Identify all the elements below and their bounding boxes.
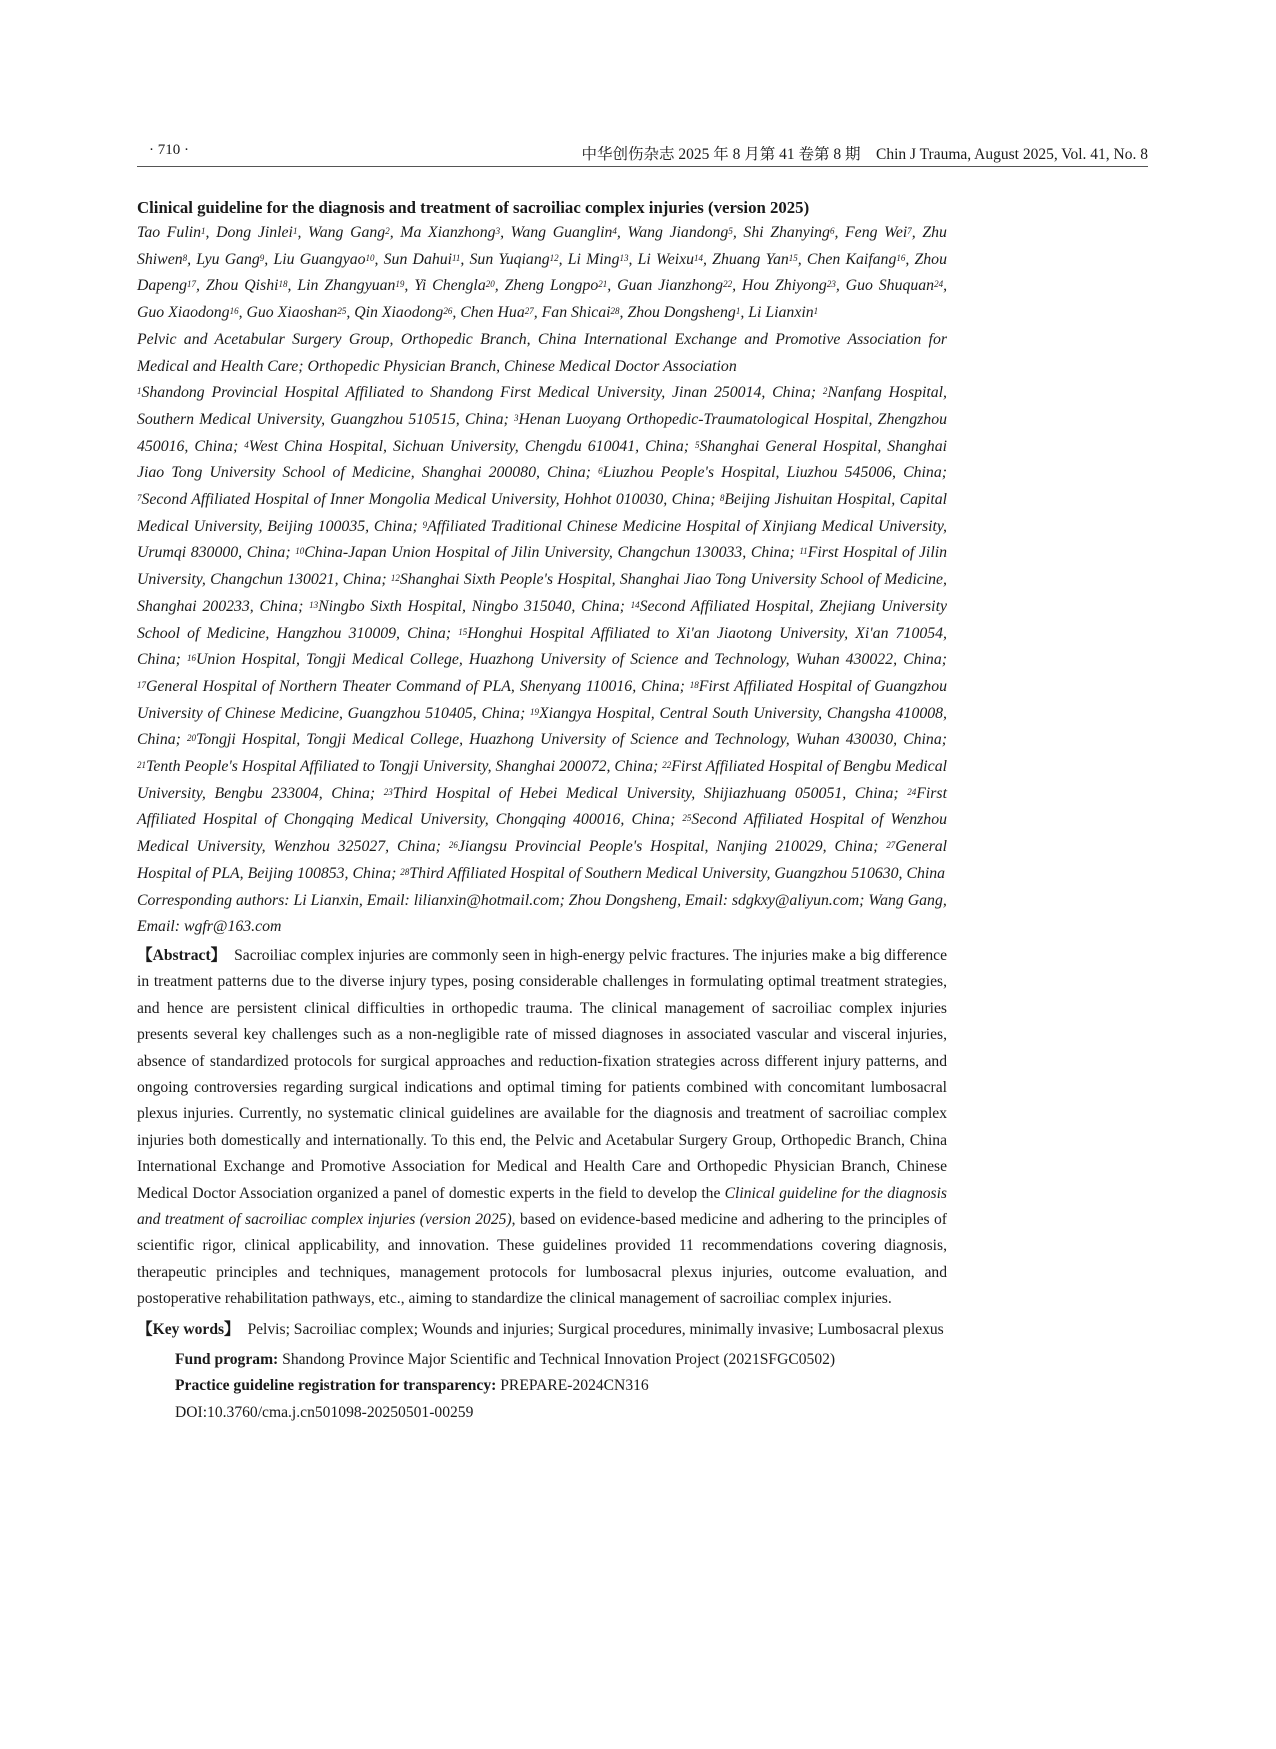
author-name: Wang Jiandong	[627, 224, 729, 241]
affiliation-number: 1	[137, 386, 142, 397]
affiliation-list: $^1$Shandong Provincial Hospital Affiliated to Shandong First Medical University, Jinan 250014, China; $^2$Nanfang Hospital, Southern Medical University, Guangzhou 510515, China; $^3$Henan Luoyang Orthopedic-Traumatological Hospital, Zhengzhou 450016, China; $^4$West China Hospital, Sichuan University, Chengdu 610041, China; $^5$Shanghai General Hospital, Shanghai Jiao Tong University School of Medicine, Shanghai 200080, China; $^6$Liuzhou People's Hospital, Liuzhou 545006, China; $^7$Second Affiliated Hospital of Inner Mongolia Medical University, Hohhot 010030, China; $^8$Beijing Jishuitan Hospital, Capital Medical University, Beijing 100035, China; $^9$Affiliated Traditional Chinese Medicine Hospital of Xinjiang Medical University, Urumqi 830000, China; $^{10}$China-Japan Union Hospital of Jilin University, Changchun 130033, China; $^{11}$First Hospital of Jilin University, Changchun 130021, China; $^{12}$Shanghai Sixth People's Hospital, Shanghai Jiao Tong University School of Medicine, Shanghai 200233, China; $^{13}$Ningbo Sixth Hospital, Ningbo 315040, China; $^{14}$Second Affiliated Hospital, Zhejiang University School of Medicine, Hangzhou 310009, China; $^{15}$Honghui Hospital Affiliated to Xi'an Jiaotong University, Xi'an 710054, China; $^{16}$Union Hospital, Tongji Medical College, Huazhong University of Science and Technology, Wuhan 430022, China; $^{17}$General Hospital of Northern Theater Command of PLA, Shenyang 110016, China; $^{18}$First Affiliated Hospital of Guangzhou University of Chinese Medicine, Guangzhou 510405, China; $^{19}$Xiangya Hospital, Central South University, Changsha 410008, China; $^{20}$Tongji Hospital, Tongji Medical College, Huazhong University of Science and Technology, Wuhan 430030, China; $^{21}$Tenth People's Hospital Affiliated to Tongji University, Shanghai 200072, China; $^{22}$First Affiliated Hospital of Bengbu Medical University, Bengbu 233004, China; $^{23}$Third Hospital of Hebei Medical University, Shijiazhuang 050051, China; $^{24}$First Affiliated Hospital of Chongqing Medical University, Chongqing 400016, China; $^{25}$Second Affiliated Hospital of Wenzhou Medical University, Wenzhou 325027, China; $^{26}$Jiangsu Provincial People's Hospital, Nanjing 210029, China; $^{27}$General Hospital of PLA, Beijing 100853, China; $^{28}$Third Affiliated Hospital of Southern Medical University, Guangzhou 510630, China	[137, 384, 948, 882]
abstract-text-1: Sacroiliac complex injuries are commonly seen in high-energy pelvic fractures. The injuries make a big difference in treatment patterns due to the diverse injury types, posing considerable challenges in formulating optimal treatment strategies, and hence are persistent clinical difficulties in orthopedic trauma. The clinical management of sacroiliac complex injuries presents several key challenges such as a non-negligible rate of missed diagnoses in associated vascular and visceral injuries, absence of standardized protocols for surgical approaches and reduction-fixation strategies across different injury patterns, and ongoing controversies regarding surgical indications and optimal timing for patients combined with concomitant lumbosacral plexus injuries. Currently, no systematic clinical guidelines are available for the diagnosis and treatment of sacroiliac complex injuries both domestically and internationally. To this end, the Pelvic and Acetabular Surgery Group, Orthopedic Branch, China International Exchange and Promotive Association for Medical and Health Care and Orthopedic Physician Branch, Chinese Medical Doctor Association organized a panel of domestic experts in the field to develop the	[137, 946, 948, 1202]
author-affiliation-number: 4	[612, 226, 617, 236]
abstract-guideline-title: Clinical guideline for the diagnosis and treatment of sacroiliac complex injuries	[137, 1184, 948, 1229]
affiliation-text: Jiangsu Provincial People's Hospital, Nanjing 210029, China	[457, 838, 874, 856]
affiliation-number: 15	[458, 626, 468, 637]
affiliation-number: 13	[309, 599, 319, 610]
author-name: Guan Jianzhong	[617, 277, 724, 295]
affiliation-number: 8	[719, 493, 725, 504]
affiliation-number: 2	[822, 386, 828, 397]
affiliation-number: 22	[662, 760, 672, 771]
author-affiliation-number: 27	[524, 306, 534, 317]
author-affiliation-number: 2	[385, 226, 390, 236]
author-name: Tao Fulin	[137, 224, 201, 241]
author-name: Chen Kaifang	[806, 250, 897, 268]
author-name: Li Ming	[567, 250, 620, 268]
doi: DOI:10.3760/cma.j.cn501098-20250501-00259	[175, 1403, 474, 1421]
affiliation-text: Shandong Provincial Hospital Affiliated to Shandong First Medical University, Jinan 250014, China	[141, 384, 811, 402]
author-name: Lyu Gang	[196, 250, 260, 268]
author-name: Lin Zhangyuan	[297, 277, 396, 295]
author-affiliation-number: 5	[728, 226, 733, 236]
affiliation-number: 19	[529, 706, 539, 717]
author-affiliation-number: 15	[788, 252, 798, 263]
abstract-label: 【Abstract】	[137, 946, 227, 964]
affiliation-text: Third Affiliated Hospital of Southern Medical University, Guangzhou 510630, China	[409, 864, 946, 882]
author-affiliation-number: 25	[337, 306, 347, 317]
keywords	[137, 1317, 947, 1343]
affiliation-number: 5	[695, 439, 700, 450]
author-affiliation-number: 21	[598, 279, 608, 290]
author-name: Dong Jinlei	[216, 224, 293, 241]
author-name: Sun Yuqiang	[469, 250, 550, 268]
author-affiliation-number: 24	[934, 279, 944, 290]
affiliation-text: Third Hospital of Hebei Medical University, Shijiazhuang 050051, China	[392, 784, 894, 802]
article-title: Clinical guideline for the diagnosis and treatment of sacroiliac complex injuries (version 2025)	[137, 198, 810, 217]
affiliation-text: First Affiliated Hospital of Guangzhou University of Chinese Medicine, Guangzhou 510405, China	[137, 677, 947, 722]
author-name: Hou Zhiyong	[741, 277, 827, 295]
abstract-guideline-version: (version 2025)	[419, 1211, 512, 1229]
affiliation-text: Honghui Hospital Affiliated to Xi'an Jiaotong University, Xi'an 710054, China	[137, 624, 947, 669]
author-affiliation-number: 20	[485, 279, 495, 290]
affiliation-number: 3	[514, 412, 519, 423]
registration	[175, 1373, 947, 1399]
author-affiliation-number: 18	[278, 279, 288, 290]
affiliation-text: West China Hospital, Sichuan University, Chengdu 610041, China	[248, 437, 684, 455]
author-list: Tao Fulin$^1$, Dong Jinlei$^1$, Wang Gang$^2$, Ma Xianzhong$^3$, Wang Guanglin$^4$, Wang Jiandong$^5$, Shi Zhanying$^6$, Feng Wei$^7$, Zhu Shiwen$^8$, Lyu Gang$^9$, Liu Guangyao$^{10}$, Sun Dahui$^{11}$, Sun Yuqiang$^{12}$, Li Ming$^{13}$, Li Weixu$^{14}$, Zhuang Yan$^{15}$, Chen Kaifang$^{16}$, Zhou Dapeng$^{17}$, Zhou Qishi$^{18}$, Lin Zhangyuan$^{19}$, Yi Chengla$^{20}$, Zheng Longpo$^{21}$, Guan Jianzhong$^{22}$, Hou Zhiyong$^{23}$, Guo Shuquan$^{24}$, Guo Xiaodong$^{16}$, Guo Xiaoshan$^{25}$, Qin Xiaodong$^{26}$, Chen Hua$^{27}$, Fan Shicai$^{28}$, Zhou Dongsheng$^1$, Li Lianxin$^1$	[137, 224, 948, 322]
author-affiliation-number: 3	[495, 226, 501, 236]
author-affiliation-number: 14	[694, 252, 704, 263]
author-name: Zhou Qishi	[205, 277, 279, 295]
author-affiliation-number: 1	[201, 226, 206, 236]
fund-label: Fund program:	[175, 1351, 279, 1369]
keywords-label: 【Key words】	[137, 1320, 240, 1338]
affiliation-text: Shanghai Sixth People's Hospital, Shanghai Jiao Tong University School of Medicine, Shanghai 200233, China	[137, 571, 947, 615]
article-front-matter	[137, 196, 947, 1426]
affiliation-number: 17	[137, 679, 146, 690]
author-name: Zhou Dapeng	[137, 250, 947, 295]
author-name: Zhuang Yan	[712, 250, 789, 268]
affiliation-text: China-Japan Union Hospital of Jilin University, Changchun 130033, China	[304, 544, 790, 562]
affiliation-text: Union Hospital, Tongji Medical College, Huazhong University of Science and Technology, Wuhan 430022, China	[195, 651, 942, 669]
running-header	[137, 142, 1148, 167]
author-name: Zhou Dongsheng	[627, 304, 736, 322]
author-name: Guo Shuquan	[845, 277, 935, 295]
author-name: Shi Zhanying	[743, 224, 830, 241]
affiliation-text: General Hospital of Northern Theater Command of PLA, Shenyang 110016, China	[146, 677, 680, 695]
affiliation-number: 9	[422, 519, 428, 530]
author-name: Li Weixu	[637, 250, 695, 268]
author-affiliation-number: 1	[735, 306, 741, 317]
affiliation-number: 6	[598, 466, 603, 477]
author-affiliation-number: 11	[452, 252, 461, 263]
affiliation-text: General Hospital of PLA, Beijing 100853, China	[137, 838, 948, 882]
affiliation-text: Xiangya Hospital, Central South University, Changsha 410008, China	[137, 704, 947, 749]
affiliation-text: First Affiliated Hospital of Bengbu Medical University, Bengbu 233004, China	[137, 758, 947, 802]
author-affiliation-number: 28	[610, 306, 620, 317]
affiliation-number: 23	[383, 786, 393, 797]
fund-program	[175, 1347, 947, 1373]
author-affiliation-number: 13	[619, 252, 629, 263]
affiliation-text: Second Affiliated Hospital of Inner Mongolia Medical University, Hohhot 010030, China	[141, 491, 711, 509]
affiliation-number: 28	[400, 866, 410, 877]
author-affiliation-number: 16	[896, 252, 906, 263]
affiliation-text: Shanghai General Hospital, Shanghai Jiao Tong University School of Medicine, Shanghai 200080, China	[137, 437, 947, 482]
author-name: Zheng Longpo	[504, 277, 599, 295]
affiliation-text: Ningbo Sixth Hospital, Ningbo 315040, China	[318, 597, 620, 615]
affiliation-text: First Hospital of Jilin University, Changchun 130021, China	[137, 544, 948, 589]
author-affiliation-number: 23	[826, 279, 836, 290]
affiliation-text: Tongji Hospital, Tongji Medical College, Huazhong University of Science and Technology, Wuhan 430030, China	[195, 731, 942, 749]
affiliation-number: 25	[682, 813, 692, 824]
author-affiliation-number: 17	[187, 279, 197, 290]
author-name: Feng Wei	[845, 224, 908, 241]
author-affiliation-number: 7	[907, 226, 912, 236]
author-name: Chen Hua	[460, 304, 525, 322]
affiliation-number: 4	[244, 439, 249, 450]
affiliation-text: Second Affiliated Hospital of Wenzhou Medical University, Wenzhou 325027, China	[137, 811, 947, 856]
affiliation-number: 11	[799, 546, 808, 557]
affiliation-text: Tenth People's Hospital Affiliated to Tongji University, Shanghai 200072, China	[146, 758, 654, 776]
registration-label: Practice guideline registration for transparency:	[175, 1377, 497, 1395]
author-name: Fan Shicai	[541, 304, 611, 322]
affiliation-text: Nanfang Hospital, Southern Medical University, Guangzhou 510515, China	[137, 384, 948, 428]
affiliation-text: First Affiliated Hospital of Chongqing Medical University, Chongqing 400016, China	[137, 784, 947, 829]
author-affiliation-number: 6	[829, 226, 835, 236]
author-name: Liu Guangyao	[273, 250, 366, 268]
author-affiliation-number: 12	[549, 252, 559, 263]
affiliation-number: 26	[448, 840, 458, 851]
author-affiliation-number: 9	[259, 252, 265, 263]
author-affiliation-number: 10	[365, 252, 375, 263]
author-name: Guo Xiaoshan	[246, 304, 338, 322]
author-name: Li Lianxin	[748, 304, 814, 322]
author-affiliation-number: 26	[443, 306, 453, 317]
author-name: Sun Dahui	[383, 250, 453, 268]
affiliation-number: 12	[390, 573, 400, 584]
author-name: Ma Xianzhong	[400, 224, 496, 241]
registration-text: PREPARE-2024CN316	[500, 1377, 649, 1395]
author-affiliation-number: 8	[182, 252, 188, 263]
affiliation-number: 14	[630, 599, 640, 610]
affiliation-number: 16	[186, 653, 196, 664]
affiliation-text: Second Affiliated Hospital, Zhejiang University School of Medicine, Hangzhou 310009, China	[137, 597, 947, 642]
author-name: Wang Gang	[308, 224, 386, 241]
affiliation-number: 27	[886, 840, 896, 851]
affiliation-text: Liuzhou People's Hospital, Liuzhou 545006, China	[602, 464, 942, 482]
affiliation-text: Henan Luoyang Orthopedic-Traumatological Hospital, Zhengzhou 450016, China	[137, 410, 947, 455]
corresponding-authors: Corresponding authors: Li Lianxin, Email: lilianxin@hotmail.com; Zhou Dongsheng, Email: sdgkxy@aliyun.com; Wang Gang, Email: wgfr@163.com	[137, 891, 947, 936]
author-affiliation-number: 1	[292, 226, 298, 236]
affiliation-number: 7	[137, 493, 142, 504]
author-affiliation-number: 16	[229, 306, 239, 317]
author-affiliation-number: 19	[395, 279, 405, 290]
journal-citation: 中华创伤杂志 2025 年 8 月第 41 卷第 8 期 Chin J Trauma, August 2025, Vol. 41, No. 8	[581, 146, 1148, 163]
author-name: Zhu Shiwen	[137, 224, 947, 268]
author-affiliation-number: 22	[723, 279, 733, 290]
affiliation-number: 20	[186, 733, 196, 744]
abstract-text-2: , based on evidence-based medicine and adhering to the principles of scientific rigor, clinical applicability, and innovation. These guidelines provided 11 recommendations covering diagnosis, therapeutic principles and techniques, management protocols for lumbosacral plexus injuries, outcome evaluation, and postoperative rehabilitation pathways, etc., aiming to standardize the clinical management of sacroiliac complex injuries.	[137, 1211, 947, 1308]
keywords-text: Pelvis; Sacroiliac complex; Wounds and injuries; Surgical procedures, minimally invasive; Lumbosacral plexus	[247, 1320, 944, 1338]
author-name: Guo Xiaodong	[137, 304, 230, 322]
affiliation-number: 10	[295, 546, 305, 557]
affiliation-text: Affiliated Traditional Chinese Medicine Hospital of Xinjiang Medical University, Urumqi 830000, China	[137, 517, 947, 562]
page-number: · 710 ·	[149, 142, 189, 158]
affiliation-number: 18	[689, 679, 699, 690]
affiliation-number: 24	[907, 786, 917, 797]
affiliation-text: Beijing Jishuitan Hospital, Capital Medical University, Beijing 100035, China	[137, 491, 947, 535]
author-affiliation-number: 1	[813, 306, 819, 317]
author-name: Wang Guanglin	[510, 224, 613, 241]
fund-text: Shandong Province Major Scientific and Technical Innovation Project (2021SFGC0502)	[282, 1351, 836, 1369]
abstract	[137, 943, 947, 1313]
author-name: Yi Chengla	[414, 277, 486, 295]
author-name: Qin Xiaodong	[354, 304, 444, 322]
group-affiliation: Pelvic and Acetabular Surgery Group, Orthopedic Branch, China International Exchange and Promotive Association for Medical and Health Care; Orthopedic Physician Branch, Chinese Medical Doctor Association	[137, 330, 947, 375]
affiliation-number: 21	[137, 760, 146, 771]
